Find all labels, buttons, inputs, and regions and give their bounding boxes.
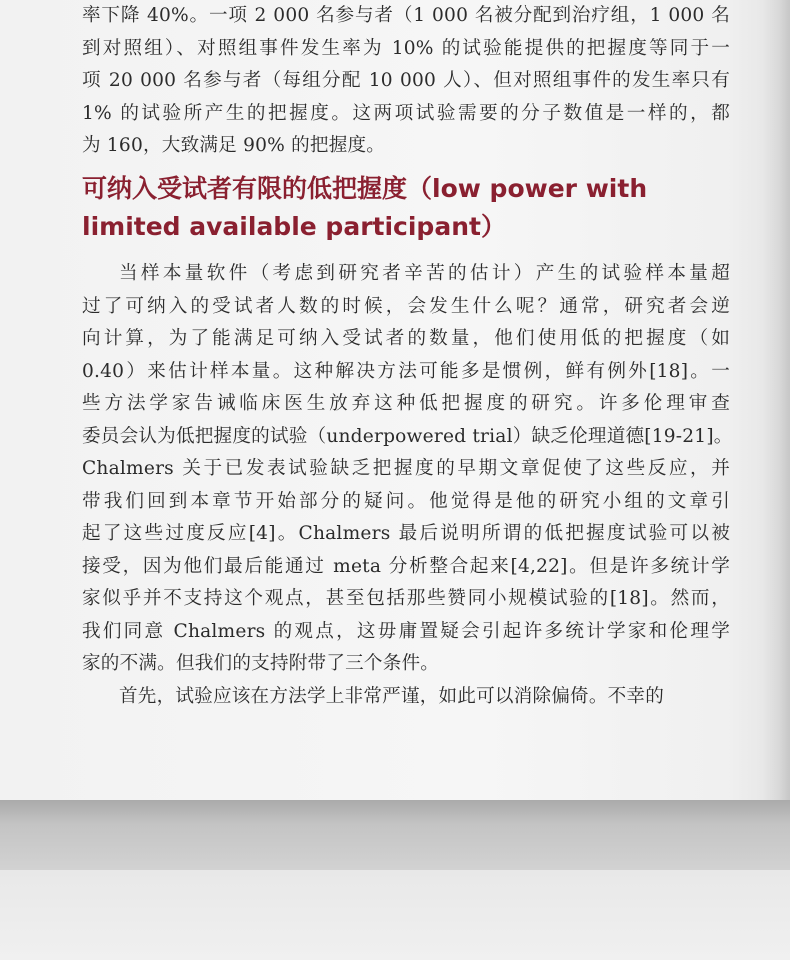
text-line: 首先，试验应该在方法学上非常严谨，如此可以消除偏倚。不幸的	[119, 685, 665, 707]
text-line: 1% 的试验所产生的把握度。这两项试验需要的分子数值是一样的，都	[82, 102, 730, 124]
text-line: 0.40）来估计样本量。这种解决方法可能多是惯例，鲜有例外[18]。一	[82, 360, 730, 382]
text-line: 率下降 40%。一项 2 000 名参与者（1 000 名被分配到治疗组，1 000 名	[82, 5, 730, 26]
text-line: 当样本量软件（考虑到研究者辛苦的估计）产生的试验样本量超	[119, 263, 730, 284]
text-line: 家似乎并不支持这个观点，甚至包括那些赞同小规模试验的[18]。然而，	[82, 588, 730, 609]
text-line: Chalmers 关于已发表试验缺乏把握度的早期文章促使了这些反应，并	[82, 458, 730, 479]
text-line: 我们同意 Chalmers 的观点，这毋庸置疑会引起许多统计学家和伦理学	[82, 620, 730, 642]
page-edge-shadow	[0, 800, 790, 870]
text-line: 为 160，大致满足 90% 的把握度。	[82, 135, 386, 156]
text-line: 家的不满。但我们的支持附带了三个条件。	[82, 653, 440, 674]
background-surface	[0, 870, 790, 960]
top-paragraph	[82, 0, 730, 163]
text-line: 带我们回到本章节开始部分的疑问。他觉得是他的研究小组的文章引	[82, 490, 730, 512]
text-line: 过了可纳入的受试者人数的时候，会发生什么呢？通常，研究者会逆	[82, 295, 730, 317]
text-line: 向计算，为了能满足可纳入受试者的数量，他们使用低的把握度（如	[82, 328, 730, 349]
body-paragraph	[82, 258, 733, 713]
text-line: 些方法学家告诫临床医生放弃这种低把握度的研究。许多伦理审查	[82, 393, 730, 414]
heading-line: 可纳入受试者有限的低把握度（low power with	[82, 174, 648, 203]
text-line: 到对照组）、对照组事件发生率为 10% 的试验能提供的把握度等同于一	[82, 37, 730, 59]
text-line: 项 20 000 名参与者（每组分配 10 000 人）、但对照组事件的发生率只有	[82, 70, 730, 91]
section-heading	[82, 170, 722, 246]
text-line: 委员会认为低把握度的试验（underpowered trial）缺乏伦理道德[19-21]。	[82, 425, 733, 447]
text-line: 接受，因为他们最后能通过 meta 分析整合起来[4,22]。但是许多统计学	[82, 555, 730, 577]
text-line: 起了这些过度反应[4]。Chalmers 最后说明所谓的低把握度试验可以被	[82, 523, 730, 544]
heading-line: limited available participant）	[82, 212, 506, 241]
